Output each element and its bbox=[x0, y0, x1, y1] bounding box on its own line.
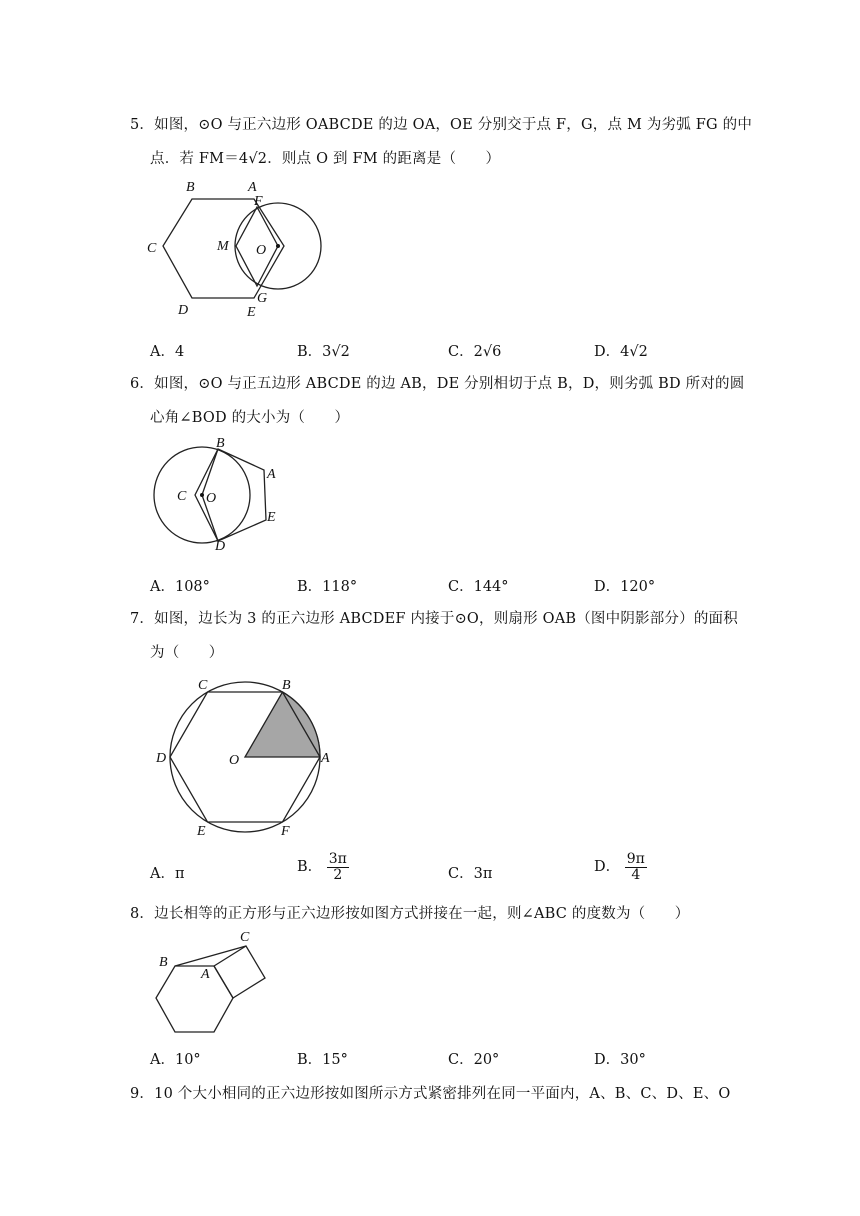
q8-label-c: C bbox=[240, 930, 250, 945]
q8-number: 8． bbox=[130, 906, 155, 922]
q5-label-a: A bbox=[248, 180, 257, 195]
q5-label-m: M bbox=[217, 239, 229, 254]
q5-label-g: G bbox=[257, 291, 268, 306]
q5-text-line2: 点．若 FM＝4√2．则点 O 到 FM 的距离是（ ） bbox=[150, 151, 501, 167]
q8-option-c[interactable]: C．20° bbox=[448, 1052, 500, 1068]
q6-option-d[interactable]: D．120° bbox=[594, 579, 656, 595]
q5-option-c[interactable]: C．2√6 bbox=[448, 344, 502, 360]
q7-label-d: D bbox=[156, 751, 167, 766]
q5-label-o: O bbox=[256, 243, 267, 258]
q6-label-o: O bbox=[206, 491, 217, 506]
q8-option-d[interactable]: D．30° bbox=[594, 1052, 646, 1068]
q6-figure bbox=[145, 432, 295, 557]
q7-text-line1: 7．如图，边长为 3 的正六边形 ABCDEF 内接于⊙O，则扇形 OAB（图中阴影部分）的面积 bbox=[130, 611, 738, 627]
q5-label-b: B bbox=[186, 180, 195, 195]
q8-option-b[interactable]: B．15° bbox=[297, 1052, 348, 1068]
q9-text-line1: 9．10 个大小相同的正六边形按如图所示方式紧密排列在同一平面内，A、B、C、D、E、O bbox=[130, 1086, 731, 1102]
q5-label-f: F bbox=[254, 194, 263, 209]
q5-label-c: C bbox=[147, 241, 157, 256]
q6-label-c: C bbox=[177, 489, 187, 504]
q7-label-c: C bbox=[198, 678, 208, 693]
q5-number: 5． bbox=[130, 117, 155, 133]
q7-label-a: A bbox=[321, 751, 330, 766]
q8-figure bbox=[148, 928, 278, 1036]
q6-label-d: D bbox=[215, 539, 226, 554]
q6-number: 6． bbox=[130, 376, 155, 392]
q7-text-line2: 为（ ） bbox=[150, 645, 224, 661]
q7-label-o: O bbox=[229, 753, 240, 768]
q7-option-a[interactable]: A．π bbox=[150, 866, 185, 882]
q5-figure bbox=[140, 176, 340, 326]
q5-option-d[interactable]: D．4√2 bbox=[594, 344, 648, 360]
q7-option-d[interactable]: D． $\frac{9\pi}{4}$ bbox=[594, 851, 645, 883]
q7-label-b: B bbox=[282, 678, 291, 693]
q6-label-b: B bbox=[216, 436, 225, 451]
q6-text-line1: 6．如图，⊙O 与正五边形 ABCDE 的边 AB，DE 分别相切于点 B，D，则劣弧 BD 所对的圆 bbox=[130, 376, 745, 392]
q6-text-line2: 心角∠BOD 的大小为（ ） bbox=[150, 410, 350, 426]
q9-number: 9． bbox=[130, 1086, 155, 1102]
q5-text-line1: 5．如图，⊙O 与正六边形 OABCDE 的边 OA，OE 分别交于点 F，G，点 M 为劣弧 FG 的中 bbox=[130, 117, 753, 133]
q7-option-b[interactable]: B． $\frac{3\pi}{2}$ bbox=[297, 851, 347, 883]
q8-text-line1: 8．边长相等的正方形与正六边形按如图方式拼接在一起，则∠ABC 的度数为（ ） bbox=[130, 906, 690, 922]
q7-option-b-fraction: $\frac{3\pi}{2}$ bbox=[328, 851, 347, 883]
q7-option-d-fraction: $\frac{9\pi}{4}$ bbox=[626, 851, 645, 883]
q8-label-a: A bbox=[201, 967, 210, 982]
q5-label-d: D bbox=[178, 303, 189, 318]
q7-figure bbox=[150, 672, 340, 842]
q5-option-a[interactable]: A．4 bbox=[150, 344, 185, 360]
q8-label-b: B bbox=[159, 955, 168, 970]
q6-option-c[interactable]: C．144° bbox=[448, 579, 509, 595]
q8-option-a[interactable]: A．10° bbox=[150, 1052, 201, 1068]
q6-label-a: A bbox=[267, 467, 276, 482]
q6-label-e: E bbox=[267, 510, 276, 525]
q7-option-c[interactable]: C．3π bbox=[448, 866, 493, 882]
q7-label-f: F bbox=[281, 824, 290, 839]
q5-option-b[interactable]: B．3√2 bbox=[297, 344, 350, 360]
q7-number: 7． bbox=[130, 611, 155, 627]
q5-label-e: E bbox=[247, 305, 256, 320]
q6-option-b[interactable]: B．118° bbox=[297, 579, 358, 595]
q6-option-a[interactable]: A．108° bbox=[150, 579, 210, 595]
q7-label-e: E bbox=[197, 824, 206, 839]
